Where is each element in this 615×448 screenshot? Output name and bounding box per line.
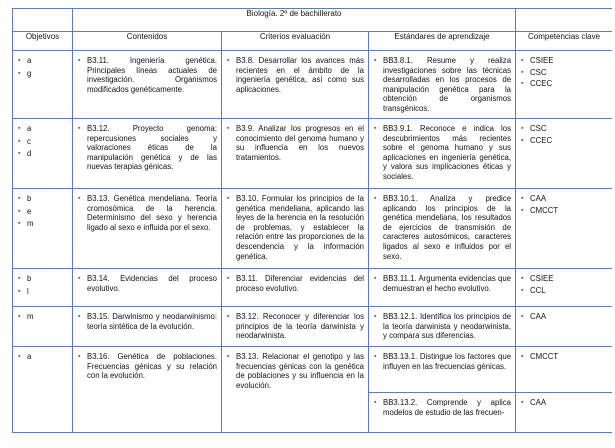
objetivo-item: ▪ c [17,137,68,147]
header-row [13,32,613,51]
objetivos-cell [13,269,73,307]
competencia-item: ▪ CSC [520,124,608,134]
competencias-cell [516,307,612,347]
competencia-item: ▪ CCEC [520,79,608,89]
objetivo-item: ▪ m [17,219,68,229]
header-contenidos: Contenidos [73,32,222,51]
estandares-cell [369,51,516,119]
table-title: Biología. 2º de bachillerato [73,9,516,32]
estandares-cell [369,307,516,347]
competencias-cell [516,393,612,433]
table-row [13,119,613,189]
criterio-text: ▪ B3.13. Relacionar el genotipo y las frecuencias génicas con la genética de poblaciones y su influencia en la evolución. [226,352,364,390]
contenidos-cell [73,307,222,347]
objetivos-cell [13,347,73,433]
table-row [13,269,613,307]
estandares-cell [369,119,516,189]
table-row [13,347,613,393]
objetivos-cell [13,119,73,189]
table-row [13,189,613,269]
estandares-cell [369,189,516,269]
competencia-item: ▪ CAA [520,312,608,322]
title-row [13,9,613,32]
criterios-cell [222,51,369,119]
contenido-text: ▪ B3.11. Ingeniería genética. Principales líneas actuales de investigación. Organismos modificados genéticamente. [77,56,217,94]
competencia-item: ▪ CMCCT [520,352,608,362]
contenido-text: ▪ B3.12. Proyecto genoma: repercusiones sociales y valoraciones éticas de la manipulación genética y de las nuevas terapias génicas. [77,124,217,172]
competencia-item: ▪ CSIEE [520,56,608,66]
table-row [13,307,613,347]
objetivo-item: ▪ e [17,207,68,217]
estandares-cell [369,347,516,393]
competencia-item: ▪ CSIEE [520,274,608,284]
competencias-cell [516,189,612,269]
table-row [13,51,613,119]
estandares-cell [369,393,516,433]
competencias-cell [516,51,612,119]
estandar-text: ▪ BB3.9.1. Reconoce e indica los descubrimientos más recientes sobre el genoma humano y sus aplicaciones en ingeniería genética, y valora sus implicaciones éticas y sociales. [373,124,511,182]
header-objetivos: Objetivos [13,32,73,51]
objetivo-item: ▪ b [17,274,68,284]
objetivo-item: ▪ d [17,149,68,159]
estandar-text: ▪ BB3.13.1. Distingue los factores que influyen en las frecuencias génicas. [373,352,511,371]
criterio-text: ▪ B3.8. Desarrollar los avances más recientes en el ámbito de la ingeniería genética, así como sus aplicaciones. [226,56,364,94]
competencias-cell [516,269,612,307]
objetivo-item: ▪ m [17,312,68,322]
contenidos-cell [73,119,222,189]
curriculum-table-container [12,8,612,448]
competencias-cell [516,347,612,393]
curriculum-table [12,8,612,433]
objetivo-item: ▪ l [17,287,68,297]
contenidos-cell [73,269,222,307]
estandares-cell [369,269,516,307]
title-spacer-right [516,9,612,32]
estandar-text: ▪ BB3.8.1. Resume y realiza investigaciones sobre las técnicas desarrolladas en los procesos de manipulación genética para la obtención de organismos transgénicos. [373,56,511,114]
contenido-text: ▪ B3.15. Darwinismo y neodarwinismo: teoría sintética de la evolución. [77,312,217,331]
competencia-item: ▪ CMCCT [520,206,608,216]
estandar-text: ▪ BB3.10.1. Analiza y predice aplicando los principios de la genética mendeliana, los resultados de ejercicios de transmisión de caracteres autosómicos, caracteres ligados al sexo e influidos por el sexo. [373,194,511,261]
contenidos-cell [73,51,222,119]
objetivo-item: ▪ g [17,69,68,79]
header-competencias: Competencias clave [516,32,612,51]
criterios-cell [222,347,369,433]
objetivo-item: ▪ b [17,194,68,204]
header-estandares: Estándares de aprendizaje [369,32,516,51]
objetivos-cell [13,307,73,347]
objetivos-cell [13,189,73,269]
criterios-cell [222,189,369,269]
contenido-text: ▪ B3.13. Genética mendeliana. Teoría cromosómica de la herencia. Determinismo del sexo y herencia ligado al sexo e influida por el sexo. [77,194,217,232]
contenido-text: ▪ B3.14. Evidencias del proceso evolutivo. [77,274,217,293]
objetivo-item: ▪ a [17,352,68,362]
contenidos-cell [73,347,222,433]
estandar-text: ▪ BB3.13.2. Comprende y aplica modelos de estudio de las frecuen- [373,398,511,417]
criterio-text: ▪ B3.11. Diferenciar evidencias del proceso evolutivo. [226,274,364,293]
estandar-text: ▪ BB3.12.1. Identifica los principios de la teoría darwinista y neodarwinista, y compara sus diferencias. [373,312,511,341]
competencia-item: ▪ CSC [520,68,608,78]
competencias-cell [516,119,612,189]
estandar-text: ▪ BB3.11.1. Argumenta evidencias que demuestran el hecho evolutivo. [373,274,511,293]
criterios-cell [222,119,369,189]
criterio-text: ▪ B3.9. Analizar los progresos en el conocimiento del genoma humano y su influencia en los nuevos tratamientos. [226,124,364,162]
objetivo-item: ▪ a [17,56,68,66]
criterio-text: ▪ B3.10. Formular los principios de la genética mendeliana, aplicando las leyes de la herencia en la resolución de problemas, y establecer la relación entre las proporciones de la descendencia y la información genética. [226,194,364,261]
contenidos-cell [73,189,222,269]
competencia-item: ▪ CCEC [520,136,608,146]
competencia-item: ▪ CAA [520,194,608,204]
objetivos-cell [13,51,73,119]
title-spacer [13,9,73,32]
contenido-text: ▪ B3.16. Genética de poblaciones. Frecuencias génicas y su relación con la evolución. [77,352,217,381]
header-criterios: Criterios evaluación [222,32,369,51]
objetivo-item: ▪ a [17,124,68,134]
competencia-item: ▪ CAA [520,398,608,408]
criterio-text: ▪ B3.12. Reconocer y diferenciar los principios de la teoría darwinista y neodarwinista. [226,312,364,341]
criterios-cell [222,269,369,307]
criterios-cell [222,307,369,347]
competencia-item: ▪ CCL [520,286,608,296]
